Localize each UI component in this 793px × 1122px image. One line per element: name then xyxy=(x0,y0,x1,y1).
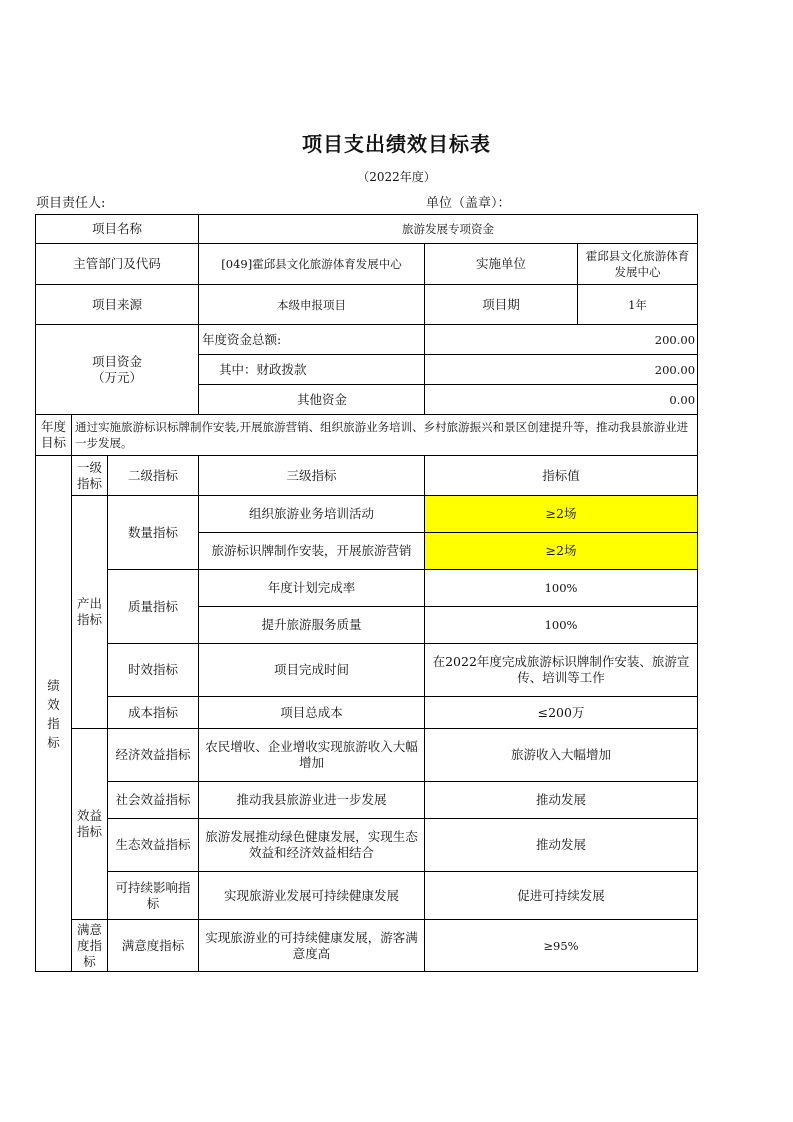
table-row xyxy=(36,496,698,533)
cost-indicator-label: 成本指标 xyxy=(108,697,199,729)
quality-indicator-label: 质量指标 xyxy=(108,570,199,644)
project-name-value: 旅游发展专项资金 xyxy=(199,215,698,244)
unit-seal-label: 单位（盖章）： xyxy=(426,196,511,211)
dept-value: [049]霍邱县文化旅游体育发展中心 xyxy=(199,244,425,285)
goal-label: 年度目标 xyxy=(36,415,72,456)
table-row xyxy=(36,456,698,496)
indicator-name: 旅游标识牌制作安装，开展旅游营销 xyxy=(199,533,425,570)
table-row xyxy=(36,729,698,782)
fund-label: 项目资金 （万元） xyxy=(36,325,199,415)
fund-total-value: 200.00 xyxy=(425,325,698,355)
indicator-value: ≥95% xyxy=(425,920,698,972)
table-row xyxy=(36,570,698,607)
indicator-value: 100% xyxy=(425,570,698,607)
fund-fiscal-label: 其中：财政拨款 xyxy=(199,355,425,385)
fund-other-label: 其他资金 xyxy=(199,385,425,415)
indicator-name: 推动我县旅游业进一步发展 xyxy=(199,782,425,819)
indicator-name: 农民增收、企业增收实现旅游收入大幅增加 xyxy=(199,729,425,782)
table-row xyxy=(36,325,698,355)
fund-total-label: 年度资金总额: xyxy=(199,325,425,355)
quantity-indicator-label: 数量指标 xyxy=(108,496,199,570)
table-row xyxy=(36,415,698,456)
table-row xyxy=(36,782,698,819)
table-row xyxy=(36,215,698,244)
dept-label: 主管部门及代码 xyxy=(36,244,199,285)
indicator-name: 实现旅游业发展可持续健康发展 xyxy=(199,872,425,920)
econ-indicator-label: 经济效益指标 xyxy=(108,729,199,782)
period-label: 项目期 xyxy=(425,285,578,325)
table-row xyxy=(36,285,698,325)
source-label: 项目来源 xyxy=(36,285,199,325)
table-row xyxy=(36,244,698,285)
col-level2-header: 二级指标 xyxy=(108,456,199,496)
col-level3-header: 三级指标 xyxy=(199,456,425,496)
project-name-label: 项目名称 xyxy=(36,215,199,244)
year-label: （2022年度） xyxy=(357,170,436,184)
table-row xyxy=(36,920,698,972)
source-value: 本级申报项目 xyxy=(199,285,425,325)
table-row xyxy=(36,872,698,920)
indicator-name: 组织旅游业务培训活动 xyxy=(199,496,425,533)
table-row xyxy=(36,819,698,872)
fund-fiscal-value: 200.00 xyxy=(425,355,698,385)
indicator-name: 项目总成本 xyxy=(199,697,425,729)
indicator-value: 促进可持续发展 xyxy=(425,872,698,920)
sustain-indicator-label: 可持续影响指标 xyxy=(108,872,199,920)
indicator-value: ≥2场 xyxy=(425,496,698,533)
indicator-name: 实现旅游业的可持续健康发展，游客满意度高 xyxy=(199,920,425,972)
satisfaction-sub-label: 满意度指标 xyxy=(108,920,199,972)
indicator-value: 在2022年度完成旅游标识牌制作安装、旅游宣传、培训等工作 xyxy=(425,644,698,697)
table-row xyxy=(36,697,698,729)
indicator-value: ≤200万 xyxy=(425,697,698,729)
indicator-name: 年度计划完成率 xyxy=(199,570,425,607)
impl-unit-label: 实施单位 xyxy=(425,244,578,285)
indicator-value: 推动发展 xyxy=(425,819,698,872)
indicator-value: 100% xyxy=(425,607,698,644)
goal-text: 通过实施旅游标识标牌制作安装,开展旅游营销、组织旅游业务培训、乡村旅游振兴和景区创建提升等，推动我县旅游业进一步发展。 xyxy=(72,415,698,456)
satisfaction-indicator-label: 满意度指标 xyxy=(72,920,108,972)
impl-unit-value: 霍邱县文化旅游体育发展中心 xyxy=(578,244,698,285)
indicator-name: 旅游发展推动绿色健康发展，实现生态效益和经济效益相结合 xyxy=(199,819,425,872)
performance-target-table xyxy=(35,214,698,972)
page-title: 项目支出绩效目标表 xyxy=(302,132,491,156)
output-indicator-label: 产出指标 xyxy=(72,496,108,729)
table-row xyxy=(36,644,698,697)
eco-indicator-label: 生态效益指标 xyxy=(108,819,199,872)
indicator-value: ≥2场 xyxy=(425,533,698,570)
indicator-name: 提升旅游服务质量 xyxy=(199,607,425,644)
indicator-value: 推动发展 xyxy=(425,782,698,819)
responsible-label: 项目责任人: xyxy=(36,196,106,211)
fund-other-value: 0.00 xyxy=(425,385,698,415)
col-value-header: 指标值 xyxy=(425,456,698,496)
indicator-value: 旅游收入大幅增加 xyxy=(425,729,698,782)
col-level1-header: 一级指标 xyxy=(72,456,108,496)
perf-indicator-label: 绩效指标 xyxy=(36,456,72,972)
social-indicator-label: 社会效益指标 xyxy=(108,782,199,819)
period-value: 1年 xyxy=(578,285,698,325)
indicator-name: 项目完成时间 xyxy=(199,644,425,697)
benefit-indicator-label: 效益指标 xyxy=(72,729,108,920)
time-indicator-label: 时效指标 xyxy=(108,644,199,697)
